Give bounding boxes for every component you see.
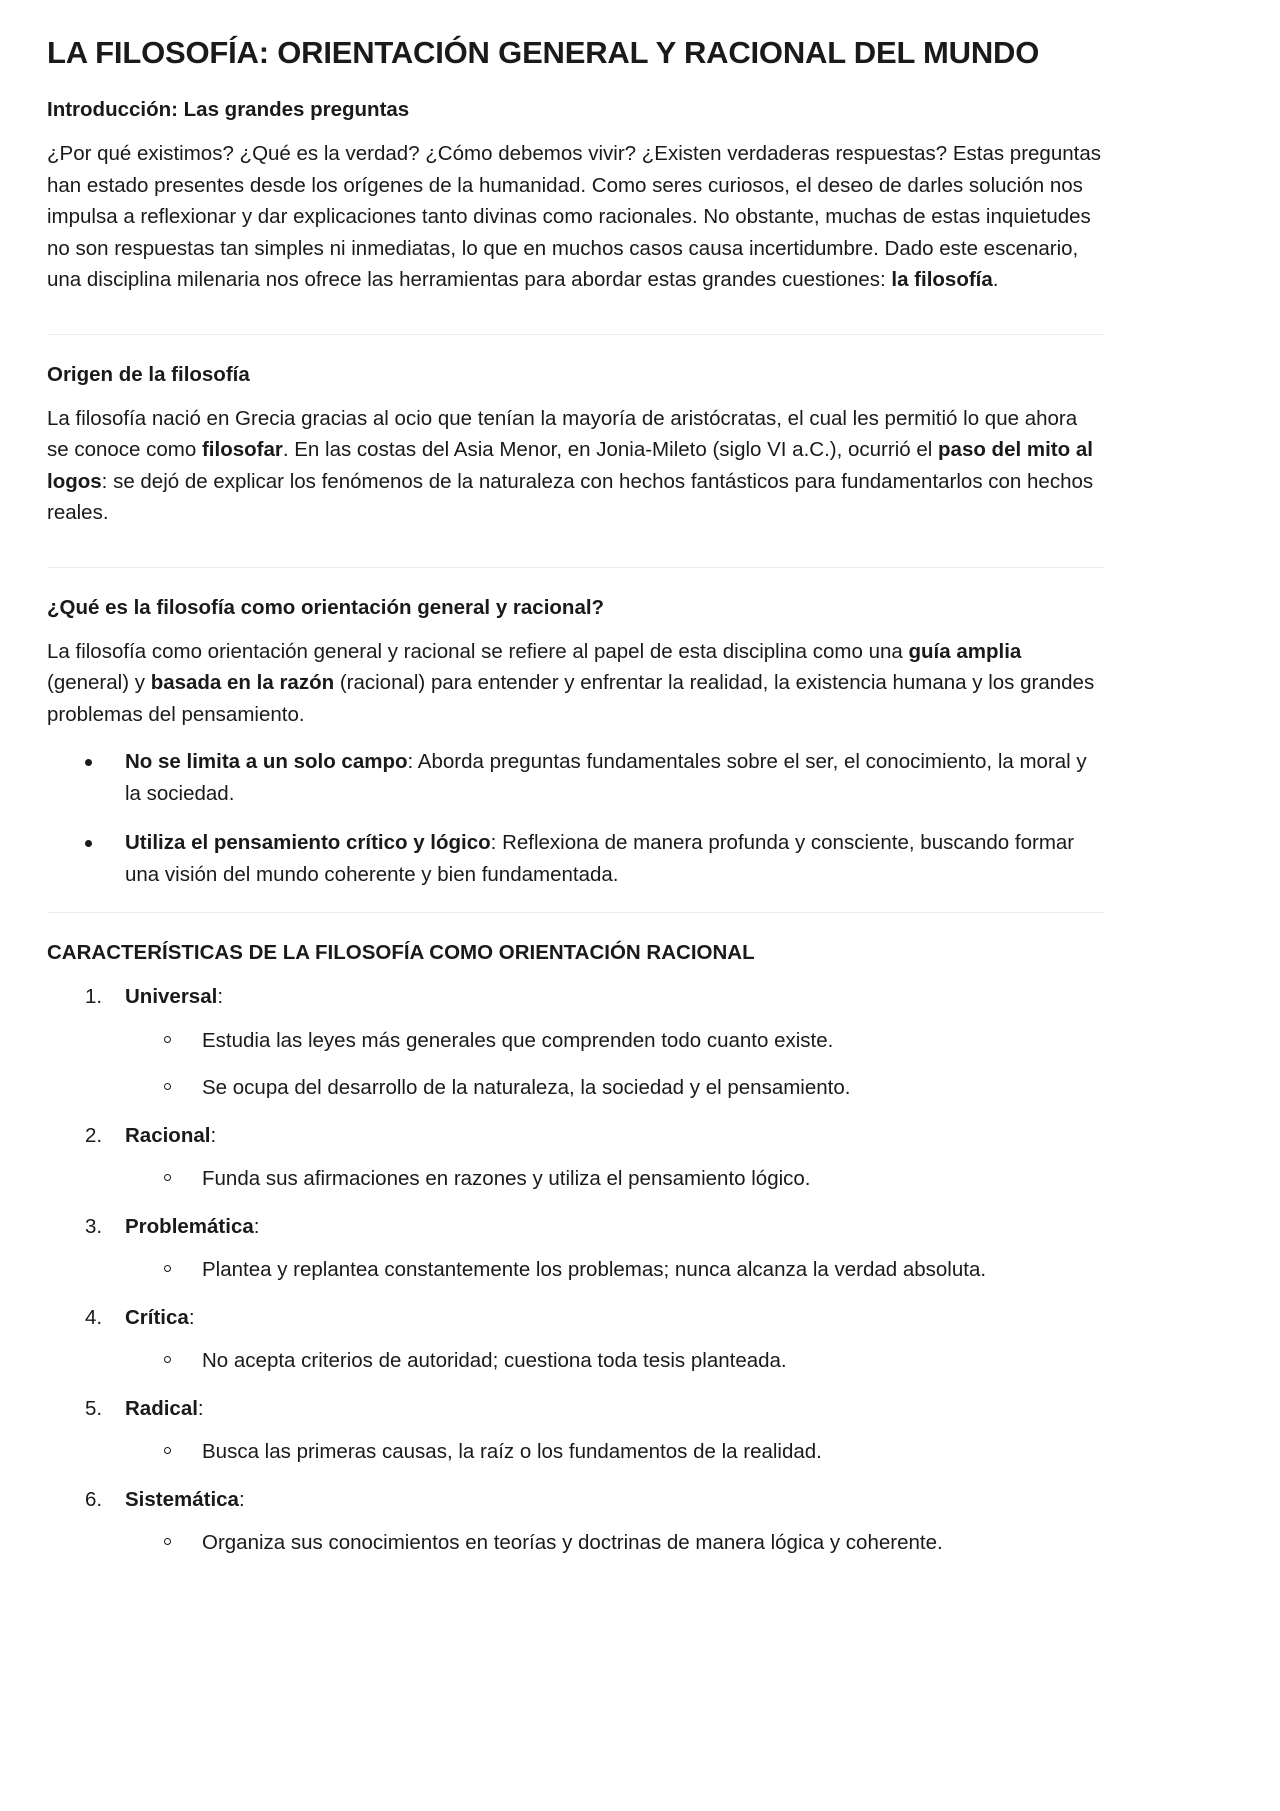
- characteristic-head: [47, 1302, 1104, 1334]
- list-number: 2.: [85, 1123, 103, 1147]
- circle-bullet-icon: [164, 1447, 171, 1454]
- origin-bold-1: filosofar: [201, 438, 283, 461]
- characteristic-name: Universal: [125, 985, 218, 1008]
- characteristic-head: [47, 1393, 1104, 1425]
- characteristic-head: [47, 1484, 1104, 1516]
- characteristic-name: Crítica: [125, 1305, 189, 1329]
- sub-item: [47, 1254, 1104, 1286]
- intro-bold-term: la filosofía: [891, 268, 993, 291]
- origin-paragraph: [47, 403, 1104, 529]
- characteristic-name: Problemática: [125, 1214, 254, 1238]
- definition-bold-2: basada en la razón: [150, 671, 335, 694]
- list-number: 4.: [85, 1305, 103, 1329]
- characteristic-sub-list: [47, 1025, 1104, 1104]
- characteristic-colon: :: [238, 1487, 245, 1511]
- characteristic-sistematica: [47, 1484, 1104, 1559]
- bullet-dot-icon: [85, 759, 92, 766]
- definition-section: [47, 594, 1104, 891]
- definition-text-2: (general) y: [47, 671, 151, 694]
- characteristic-name: Sistemática: [125, 1487, 239, 1511]
- sub-item-text: Funda sus afirmaciones en razones y utiliza el pensamiento lógico.: [202, 1167, 811, 1190]
- sub-item: [47, 1345, 1104, 1377]
- list-number: 3.: [85, 1214, 103, 1238]
- circle-bullet-icon: [164, 1036, 171, 1043]
- section-divider: [47, 912, 1104, 913]
- circle-bullet-icon: [164, 1538, 171, 1545]
- characteristic-name: Radical: [125, 1396, 198, 1420]
- circle-bullet-icon: [164, 1265, 171, 1272]
- origin-text-1: La filosofía nació en Grecia gracias al ocio que tenían la mayoría de aristócratas, el cual les permitió lo que ahora se conoce como: [47, 406, 1078, 461]
- intro-paragraph: [47, 138, 1104, 296]
- sub-item: [47, 1072, 1104, 1104]
- sub-item: [47, 1163, 1104, 1195]
- intro-heading: Introducción: Las grandes preguntas: [47, 98, 410, 121]
- bullet-item: [47, 827, 1104, 890]
- definition-text-3: (racional) para entender y enfrentar la realidad, la existencia humana y los grandes problemas del pensamiento.: [47, 671, 1095, 726]
- characteristic-colon: :: [217, 985, 224, 1008]
- sub-item-text: Plantea y replantea constantemente los problemas; nunca alcanza la verdad absoluta.: [202, 1258, 987, 1281]
- section-divider: [47, 567, 1104, 568]
- bullet-text: : Reflexiona de manera profunda y consciente, buscando formar una visión del mundo coherente y bien fundamentada.: [125, 831, 1075, 886]
- sub-item-text: Estudia las leyes más generales que comprenden todo cuanto existe.: [202, 1028, 834, 1052]
- sub-item-text: Organiza sus conocimientos en teorías y doctrinas de manera lógica y coherente.: [202, 1531, 943, 1554]
- circle-bullet-icon: [164, 1356, 171, 1363]
- definition-heading: ¿Qué es la filosofía como orientación general y racional?: [47, 595, 605, 619]
- bullet-item: [47, 746, 1104, 809]
- definition-bold-1: guía amplia: [908, 639, 1022, 663]
- origin-text-2: . En las costas del Asia Menor, en Jonia-Mileto (siglo VI a.C.), ocurrió el: [282, 438, 939, 461]
- characteristic-critica: [47, 1302, 1104, 1377]
- definition-paragraph: [47, 636, 1104, 731]
- characteristic-sub-list: [47, 1345, 1104, 1377]
- origin-text-3: : se dejó de explicar los fenómenos de la naturaleza con hechos fantásticos para fundamentarlos con hechos reales.: [47, 469, 1094, 524]
- bullet-dot-icon: [85, 840, 92, 847]
- origin-section: [47, 361, 1104, 529]
- circle-bullet-icon: [164, 1174, 171, 1181]
- sub-item: [47, 1527, 1104, 1559]
- sub-item: [47, 1025, 1104, 1057]
- list-number: 5.: [85, 1396, 103, 1420]
- origin-heading: Origen de la filosofía: [47, 362, 250, 386]
- sub-item-text: No acepta criterios de autoridad; cuestiona toda tesis planteada.: [202, 1349, 787, 1372]
- section-divider: [47, 334, 1104, 335]
- intro-text-end: .: [992, 268, 999, 291]
- document-title: LA FILOSOFÍA: ORIENTACIÓN GENERAL Y RACIONAL DEL MUNDO: [47, 35, 1040, 70]
- definition-text-1: La filosofía como orientación general y racional se refiere al papel de esta disciplina como una: [47, 639, 909, 663]
- characteristic-sub-list: [47, 1527, 1104, 1559]
- definition-bullet-list: [47, 746, 1104, 890]
- characteristics-section: [47, 939, 1104, 1559]
- characteristic-colon: :: [210, 1123, 217, 1147]
- characteristic-radical: [47, 1393, 1104, 1468]
- characteristic-sub-list: [47, 1254, 1104, 1286]
- origin-bold-2: paso del mito al logos: [47, 438, 1093, 493]
- characteristic-racional: [47, 1120, 1104, 1195]
- circle-bullet-icon: [164, 1083, 171, 1090]
- characteristics-heading: CARACTERÍSTICAS DE LA FILOSOFÍA COMO ORIENTACIÓN RACIONAL: [47, 941, 755, 964]
- list-number: 1.: [85, 985, 103, 1008]
- characteristic-sub-list: [47, 1436, 1104, 1468]
- sub-item-text: Se ocupa del desarrollo de la naturaleza, la sociedad y el pensamiento.: [202, 1076, 851, 1099]
- characteristic-problematica: [47, 1211, 1104, 1286]
- sub-item: [47, 1436, 1104, 1468]
- characteristic-colon: :: [188, 1305, 195, 1329]
- intro-section: [47, 96, 1104, 296]
- characteristic-head: [47, 1211, 1104, 1243]
- list-number: 6.: [85, 1487, 103, 1511]
- bullet-bold: No se limita a un solo campo: [125, 750, 408, 773]
- characteristic-sub-list: [47, 1163, 1104, 1195]
- characteristics-list: [47, 981, 1104, 1559]
- characteristic-head: [47, 1120, 1104, 1152]
- intro-text: ¿Por qué existimos? ¿Qué es la verdad? ¿Cómo debemos vivir? ¿Existen verdaderas respuestas? Estas preguntas han estado presentes desde los orígenes de la humanidad. Como seres curiosos, el deseo de darles solución nos impulsa a reflexionar y dar explicaciones tanto divinas como racionales. No obstante, muchas de estas inquietudes no son respuestas tan simples ni inmediatas, lo que en muchos casos causa incertidumbre. Dado este escenario, una disciplina milenaria nos ofrece las herramientas para abordar estas grandes cuestiones:: [47, 142, 1101, 291]
- sub-item-text: Busca las primeras causas, la raíz o los fundamentos de la realidad.: [202, 1440, 822, 1463]
- characteristic-universal: [47, 981, 1104, 1104]
- characteristic-head: [47, 981, 1104, 1013]
- characteristic-name: Racional: [125, 1123, 211, 1147]
- characteristic-colon: :: [197, 1396, 204, 1420]
- bullet-bold: Utiliza el pensamiento crítico y lógico: [125, 831, 491, 854]
- characteristic-colon: :: [253, 1214, 260, 1238]
- bullet-text: : Aborda preguntas fundamentales sobre el ser, el conocimiento, la moral y la sociedad.: [125, 750, 1087, 805]
